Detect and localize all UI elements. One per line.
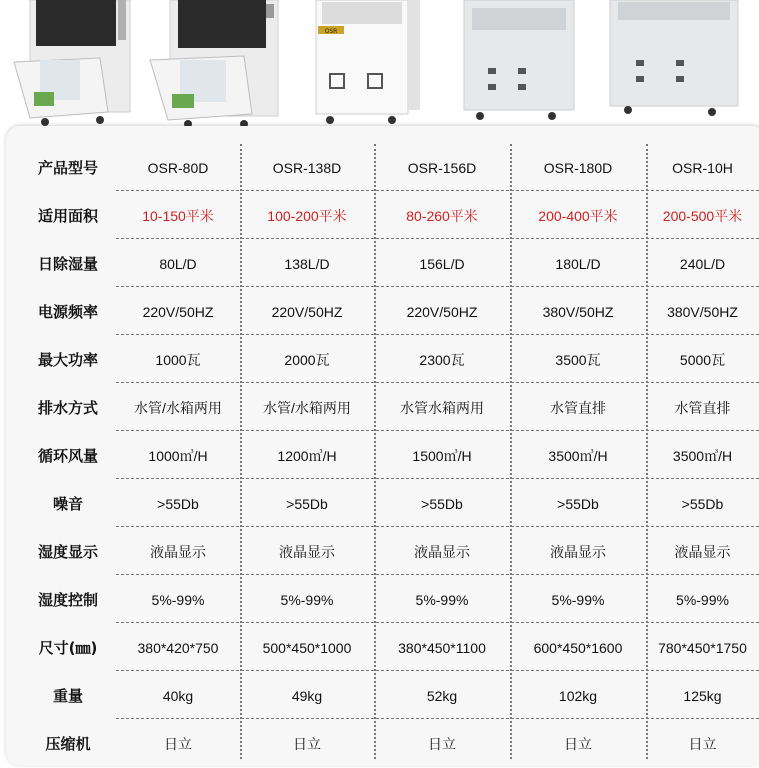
spec-value: 5000瓦	[679, 352, 726, 368]
spec-value: 156L/D	[419, 256, 465, 272]
spec-value: 80L/D	[159, 256, 197, 272]
spec-label: 重量	[52, 687, 83, 705]
spec-label: 适用面积	[37, 207, 98, 225]
spec-value: 200-500平米	[662, 208, 743, 224]
row-divider	[116, 190, 759, 191]
spec-label: 最大功率	[37, 351, 98, 369]
spec-value: 600*450*1600	[533, 640, 623, 656]
row-divider	[116, 526, 759, 527]
spec-value: 日立	[293, 736, 321, 752]
spec-value: 100-200平米	[267, 208, 347, 224]
spec-value: 1200㎥/H	[277, 448, 337, 464]
spec-value: 2300瓦	[419, 352, 465, 368]
spec-value: 138L/D	[284, 256, 330, 272]
spec-label: 湿度显示	[37, 543, 98, 561]
spec-value: 380V/50HZ	[542, 304, 614, 320]
spec-value: 水管水箱两用	[400, 400, 484, 416]
row-divider	[116, 622, 759, 623]
spec-value: 200-400平米	[538, 208, 618, 224]
row-divider	[116, 478, 759, 479]
spec-value: 液晶显示	[674, 544, 731, 560]
product-2-dehumidifier	[150, 0, 278, 128]
spec-label: 排水方式	[37, 399, 98, 417]
row-divider	[116, 670, 759, 671]
spec-value: 220V/50HZ	[271, 304, 343, 320]
column-divider	[646, 144, 648, 759]
product-1-dehumidifier	[14, 0, 130, 126]
product-3-dehumidifier	[316, 0, 420, 124]
spec-value: 2000瓦	[284, 352, 330, 368]
spec-value: 5%-99%	[280, 592, 334, 608]
spec-value: OSR-156D	[407, 160, 477, 176]
spec-value: 5%-99%	[551, 592, 605, 608]
spec-value: 液晶显示	[279, 544, 335, 560]
spec-value: 380V/50HZ	[667, 304, 738, 320]
spec-label: 尺寸(㎜)	[38, 639, 98, 657]
spec-label: 噪音	[52, 495, 83, 513]
spec-value: 3500㎥/H	[548, 448, 608, 464]
spec-value: 80-260平米	[406, 208, 478, 224]
spec-value: 日立	[688, 736, 717, 752]
dehumidifier-product-photos	[0, 0, 759, 130]
spec-value: 液晶显示	[414, 544, 470, 560]
spec-value: >55Db	[157, 496, 199, 512]
row-divider	[116, 382, 759, 383]
row-divider	[116, 574, 759, 575]
spec-label: 电源频率	[37, 303, 98, 321]
spec-value: OSR-138D	[272, 160, 342, 176]
spec-value: 125kg	[683, 688, 722, 704]
product-5-dehumidifier	[610, 0, 738, 116]
column-divider	[240, 144, 242, 759]
spec-value: 52kg	[426, 688, 458, 704]
spec-value: 380*420*750	[137, 640, 219, 656]
product-photo-strip	[0, 0, 759, 130]
spec-value: 3500瓦	[555, 352, 601, 368]
spec-value: 1500㎥/H	[412, 448, 472, 464]
spec-label: 产品型号	[37, 159, 98, 177]
spec-value: 水管直排	[674, 400, 731, 416]
row-divider	[116, 430, 759, 431]
spec-value: >55Db	[286, 496, 328, 512]
spec-label: 循环风量	[37, 447, 98, 465]
spec-value: 180L/D	[555, 256, 601, 272]
spec-value: >55Db	[421, 496, 463, 512]
badge-text: OSR	[324, 28, 338, 35]
spec-value: 日立	[428, 736, 456, 752]
spec-value: 780*450*1750	[658, 640, 747, 656]
column-divider	[510, 144, 512, 759]
row-divider	[116, 286, 759, 287]
spec-label: 压缩机	[45, 735, 91, 753]
spec-value: >55Db	[681, 496, 724, 512]
spec-value: 500*450*1000	[262, 640, 352, 656]
spec-value: 5%-99%	[151, 592, 205, 608]
product-4-dehumidifier	[464, 0, 574, 120]
spec-value: 液晶显示	[550, 544, 606, 560]
spec-value: 水管直排	[550, 400, 606, 416]
spec-value: >55Db	[557, 496, 599, 512]
spec-value: OSR-10H	[672, 160, 733, 176]
column-divider	[374, 144, 376, 759]
spec-value: OSR-180D	[543, 160, 613, 176]
spec-label: 日除湿量	[37, 255, 98, 273]
row-divider	[116, 718, 759, 719]
spec-value: 水管/水箱两用	[134, 400, 222, 416]
spec-value: 5%-99%	[415, 592, 469, 608]
spec-value: 液晶显示	[150, 544, 206, 560]
row-divider	[116, 334, 759, 335]
spec-value: 40kg	[162, 688, 194, 704]
spec-value: 日立	[164, 736, 192, 752]
spec-value: 水管/水箱两用	[263, 400, 351, 416]
spec-value: 220V/50HZ	[406, 304, 478, 320]
spec-value: 102kg	[558, 688, 598, 704]
spec-value: 日立	[564, 736, 592, 752]
spec-value: 3500㎥/H	[672, 448, 733, 464]
spec-value: 240L/D	[679, 256, 726, 272]
spec-value: 1000瓦	[155, 352, 201, 368]
spec-value: OSR-80D	[147, 160, 209, 176]
spec-value: 49kg	[291, 688, 323, 704]
spec-value: 5%-99%	[676, 592, 729, 608]
spec-label: 湿度控制	[37, 591, 98, 609]
row-divider	[116, 238, 759, 239]
spec-value: 1000㎥/H	[148, 448, 208, 464]
spec-value: 220V/50HZ	[142, 304, 214, 320]
spec-value: 380*450*1100	[398, 640, 486, 656]
spec-value: 10-150平米	[142, 208, 214, 224]
